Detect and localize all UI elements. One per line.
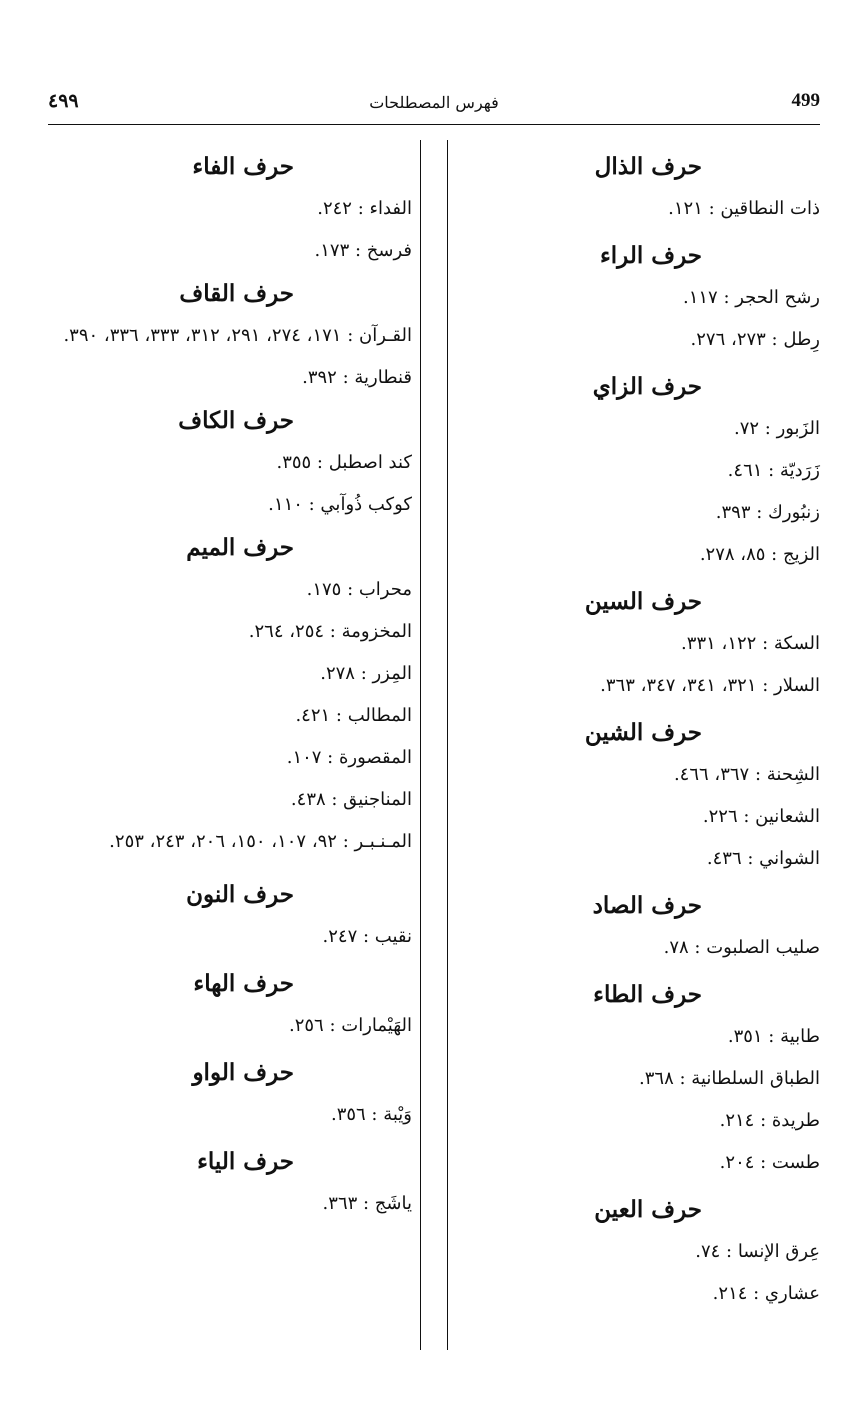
section-heading-waw: حرف الواو [192, 1059, 294, 1086]
index-entry: المخزومة : ٢٥٤، ٢٦٤. [248, 621, 412, 642]
section-heading-mim: حرف الميم [186, 534, 294, 561]
index-entry: السكة : ١٢٢، ٣٣١. [681, 633, 820, 654]
index-entry: كند اصطبل : ٣٥٥. [276, 452, 412, 473]
index-entry: رشح الحجر : ١١٧. [682, 287, 820, 308]
section-heading-sad: حرف الصاد [592, 892, 702, 919]
index-entry: وَيْبة : ٣٥٦. [330, 1104, 412, 1125]
right-column [460, 145, 820, 1315]
index-entry: الفداء : ٢٤٢. [317, 198, 412, 219]
page-number: 499 [791, 90, 820, 111]
index-entry: ذات النطاقين : ١٢١. [668, 198, 820, 219]
section-heading-qaf: حرف القاف [179, 280, 294, 307]
running-title: فهرس المصطلحات [369, 93, 499, 112]
index-entry: زنبُورك : ٣٩٣. [715, 502, 820, 523]
section-heading-ya: حرف الياء [197, 1148, 294, 1175]
section-heading-zay: حرف الزاي [592, 373, 702, 400]
section-heading-dhal: حرف الذال [594, 153, 702, 180]
index-entry: الزيج : ٨٥، ٢٧٨. [699, 544, 820, 565]
page-header [48, 88, 820, 118]
index-entry: الطباق السلطانية : ٣٦٨. [639, 1068, 820, 1089]
index-entry: طريدة : ٢١٤. [719, 1110, 820, 1131]
column-divider-left [420, 140, 421, 1350]
page-number-arabic: ٤٩٩ [48, 90, 79, 112]
section-heading-kaf: حرف الكاف [178, 407, 294, 434]
section-heading-ha: حرف الهاء [193, 970, 294, 997]
index-entry: عِرق الإنسا : ٧٤. [695, 1241, 820, 1262]
left-column [12, 145, 412, 1225]
index-entry: صليب الصلبوت : ٧٨. [663, 937, 820, 958]
section-heading-ra: حرف الراء [599, 242, 702, 269]
index-entry: الشِحنة : ٣٦٧، ٤٦٦. [673, 764, 820, 785]
index-entry: القـرآن : ١٧١، ٢٧٤، ٢٩١، ٣١٢، ٣٣٣، ٣٣٦، ٣٩٠. [63, 325, 412, 346]
index-entry: طست : ٢٠٤. [719, 1152, 820, 1173]
index-entry: محراب : ١٧٥. [306, 579, 412, 600]
index-entry: فرسخ : ١٧٣. [314, 240, 412, 261]
index-entry: المطالب : ٤٢١. [295, 705, 412, 726]
index-entry: عشاري : ٢١٤. [712, 1283, 820, 1304]
index-entry: الشواني : ٤٣٦. [706, 848, 820, 869]
index-entry: زَرَديّة : ٤٦١. [727, 460, 820, 481]
index-entry: نقيب : ٢٤٧. [322, 926, 412, 947]
index-entry: الزَبور : ٧٢. [733, 418, 820, 439]
index-entry: المِزر : ٢٧٨. [320, 663, 412, 684]
index-entry: السلار : ٣٢١، ٣٤١، ٣٤٧، ٣٦٣. [600, 675, 820, 696]
index-entry: طابية : ٣٥١. [727, 1026, 820, 1047]
column-divider-right [447, 140, 448, 1350]
index-entry: الهَيْمارات : ٢٥٦. [288, 1015, 412, 1036]
index-entry: المقصورة : ١٠٧. [286, 747, 412, 768]
index-entry: المـنـبـر : ٩٢، ١٠٧، ١٥٠، ٢٠٦، ٢٤٣، ٢٥٣. [109, 831, 412, 852]
section-heading-ta: حرف الطاء [593, 981, 702, 1008]
section-heading-nun: حرف النون [186, 881, 294, 908]
index-entry: المناجنيق : ٤٣٨. [290, 789, 412, 810]
section-heading-ayn: حرف العين [594, 1196, 702, 1223]
index-entry: رِطل : ٢٧٣، ٢٧٦. [690, 329, 820, 350]
header-rule [48, 124, 820, 125]
index-entry: ياشَج : ٣٦٣. [322, 1193, 412, 1214]
section-heading-sin: حرف السين [584, 588, 702, 615]
index-entry: كوكب ذُوآبي : ١١٠. [268, 494, 412, 515]
index-entry: قنطارية : ٣٩٢. [302, 367, 412, 388]
section-heading-fa: حرف الفاء [192, 153, 294, 180]
index-entry: الشعانين : ٢٢٦. [702, 806, 820, 827]
section-heading-shin: حرف الشين [584, 719, 702, 746]
